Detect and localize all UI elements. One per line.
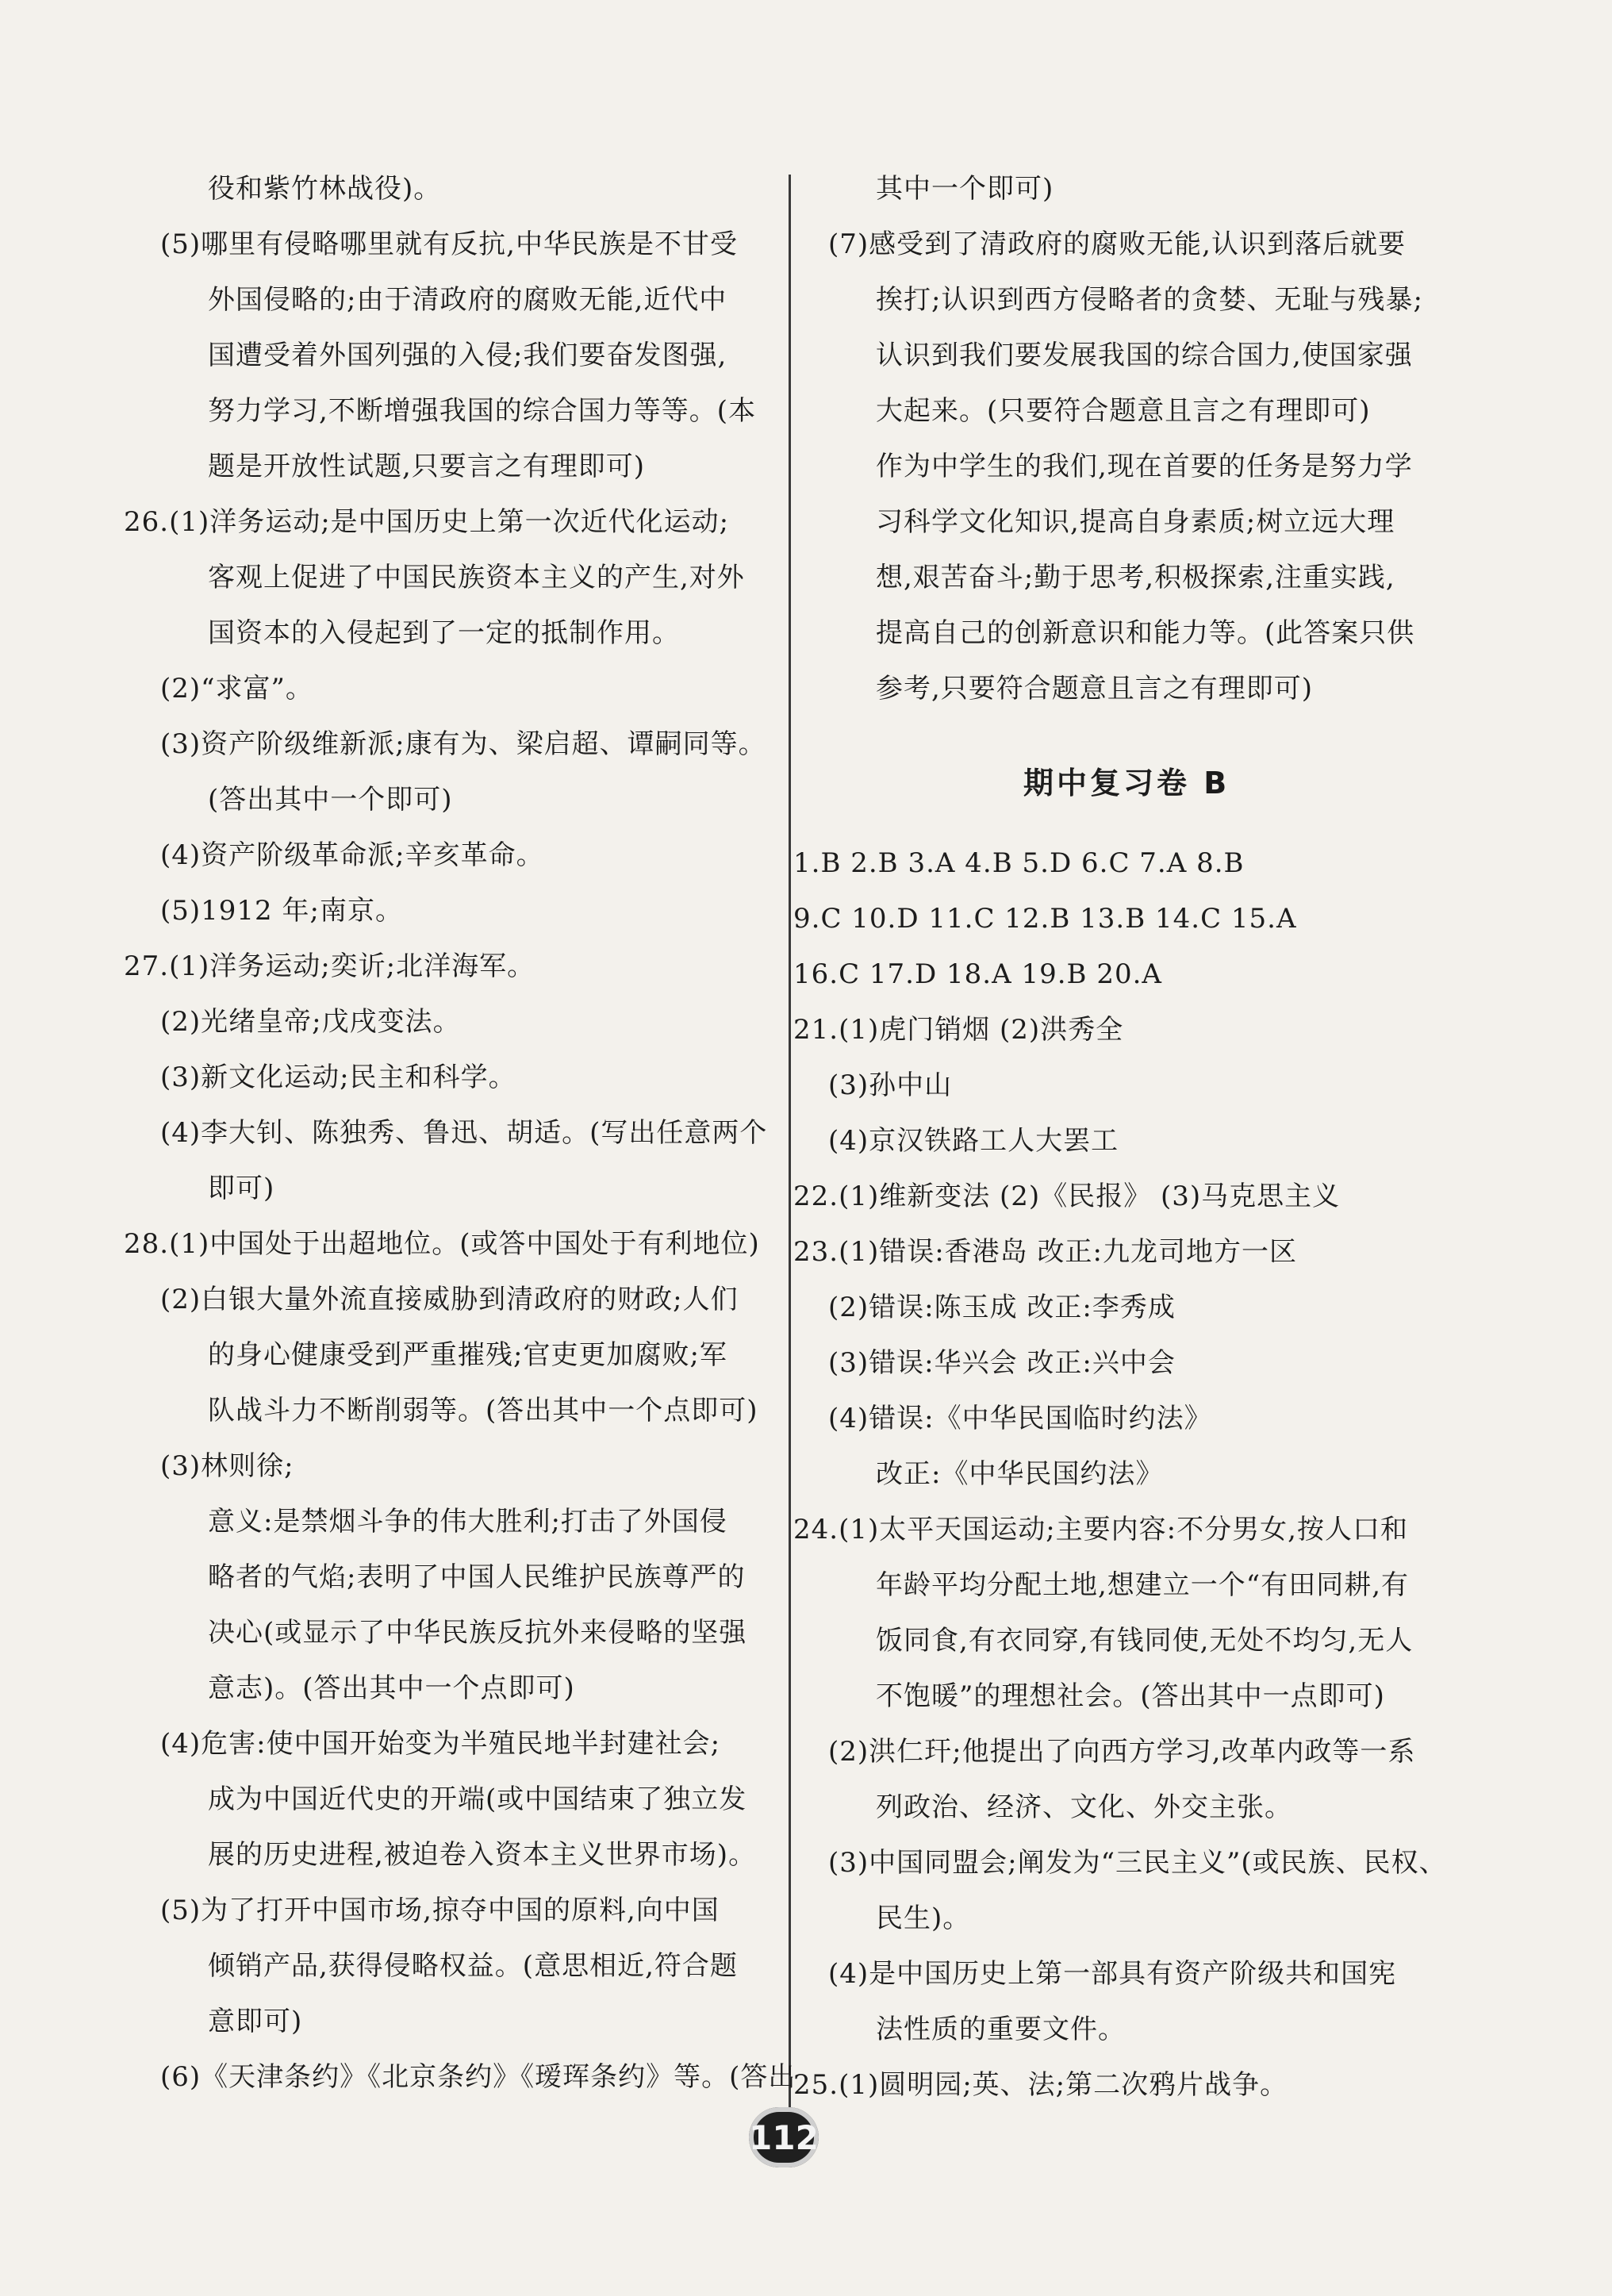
text-line: (4)危害:使中国开始变为半殖民地半封建社会; xyxy=(160,1728,721,1760)
text-line: (4)资产阶级革命派;辛亥革命。 xyxy=(160,839,544,871)
text-line: 客观上促进了中国民族资本主义的产生,对外 xyxy=(208,562,745,593)
text-line: 大起来。(只要符合题意且言之有理即可) xyxy=(876,395,1371,427)
answer-line: (3)孙中山 xyxy=(828,1069,953,1101)
text-line: 即可) xyxy=(208,1173,275,1204)
text-line: 国资本的入侵起到了一定的抵制作用。 xyxy=(208,617,680,649)
text-line: 27.(1)洋务运动;奕䜣;北洋海军。 xyxy=(124,950,535,982)
text-line: (答出其中一个即可) xyxy=(208,784,453,816)
text-line: 习科学文化知识,提高自身素质;树立远大理 xyxy=(876,506,1395,538)
page-number: 112 xyxy=(749,2117,819,2157)
text-line: 认识到我们要发展我国的综合国力,使国家强 xyxy=(876,340,1413,371)
text-line: 意志)。(答出其中一个点即可) xyxy=(208,1672,575,1704)
answer-line: 不饱暖”的理想社会。(答出其中一点即可) xyxy=(876,1680,1385,1712)
text-line: 决心(或显示了中华民族反抗外来侵略的坚强 xyxy=(208,1617,747,1649)
answer-line: 23.(1)错误:香港岛 改正:九龙司地方一区 xyxy=(793,1236,1297,1268)
answer-line: 饭同食,有衣同穿,有钱同使,无处不均匀,无人 xyxy=(876,1625,1414,1657)
text-line: 意即可) xyxy=(208,2006,303,2037)
text-line: 作为中学生的我们,现在首要的任务是努力学 xyxy=(876,451,1413,482)
text-line: (2)白银大量外流直接威胁到清政府的财政;人们 xyxy=(160,1284,739,1315)
text-line: 28.(1)中国处于出超地位。(或答中国处于有利地位) xyxy=(124,1228,760,1260)
page-number-badge xyxy=(749,2107,819,2167)
answer-line: (4)错误:《中华民国临时约法》 xyxy=(828,1403,1212,1434)
text-line: 提高自己的创新意识和能力等。(此答案只供 xyxy=(876,617,1415,649)
text-line: (2)光绪皇帝;戊戌变法。 xyxy=(160,1006,461,1038)
answer-line: 民生)。 xyxy=(876,1902,971,1934)
answer-line: (2)错误:陈玉成 改正:李秀成 xyxy=(828,1292,1176,1323)
text-line: 成为中国近代史的开端(或中国结束了独立发 xyxy=(208,1783,747,1815)
text-line: 展的历史进程,被迫卷入资本主义世界市场)。 xyxy=(208,1839,757,1871)
text-line: 想,艰苦奋斗;勤于思考,积极探索,注重实践, xyxy=(876,562,1395,593)
answer-line: 列政治、经济、文化、外交主张。 xyxy=(876,1791,1292,1823)
answer-line: 法性质的重要文件。 xyxy=(876,2014,1126,2045)
answer-line: (4)京汉铁路工人大罢工 xyxy=(828,1125,1119,1157)
text-line: 外国侵略的;由于清政府的腐败无能,近代中 xyxy=(208,284,727,316)
answer-line: 24.(1)太平天国运动;主要内容:不分男女,按人口和 xyxy=(793,1514,1408,1545)
answer-line: 改正:《中华民国约法》 xyxy=(876,1458,1164,1490)
text-line: (3)林则徐; xyxy=(160,1450,294,1482)
text-line: 意义:是禁烟斗争的伟大胜利;打击了外国侵 xyxy=(208,1506,727,1538)
answer-line: 9.C 10.D 11.C 12.B 13.B 14.C 15.A xyxy=(793,903,1297,935)
answer-line: 1.B 2.B 3.A 4.B 5.D 6.C 7.A 8.B xyxy=(793,847,1245,879)
text-line: 挨打;认识到西方侵略者的贪婪、无耻与残暴; xyxy=(876,284,1423,316)
text-line: 国遭受着外国列强的入侵;我们要奋发图强, xyxy=(208,340,727,371)
text-line: 役和紫竹林战役)。 xyxy=(208,173,442,205)
column-divider xyxy=(789,175,791,2134)
answer-line: 16.C 17.D 18.A 19.B 20.A xyxy=(793,958,1162,990)
text-line: 努力学习,不断增强我国的综合国力等等。(本 xyxy=(208,395,757,427)
text-line: (2)“求富”。 xyxy=(160,673,313,705)
answer-line: (3)中国同盟会;阐发为“三民主义”(或民族、民权、 xyxy=(828,1847,1447,1879)
text-line: 略者的气焰;表明了中国人民维护民族尊严的 xyxy=(208,1561,746,1593)
text-line: (5)哪里有侵略哪里就有反抗,中华民族是不甘受 xyxy=(160,228,738,260)
text-line: 的身心健康受到严重摧残;官吏更加腐败;军 xyxy=(208,1339,727,1371)
text-line: 题是开放性试题,只要言之有理即可) xyxy=(208,451,646,482)
answer-line: 年龄平均分配土地,想建立一个“有田同耕,有 xyxy=(876,1569,1409,1601)
text-line: 26.(1)洋务运动;是中国历史上第一次近代化运动; xyxy=(124,506,730,538)
text-line: (5)1912 年;南京。 xyxy=(160,895,403,927)
answer-line: (3)错误:华兴会 改正:兴中会 xyxy=(828,1347,1176,1379)
text-line: 其中一个即可) xyxy=(876,173,1054,205)
section-heading: 期中复习卷 B xyxy=(1023,766,1230,801)
text-line: (7)感受到了清政府的腐败无能,认识到落后就要 xyxy=(828,228,1406,260)
answer-line: 25.(1)圆明园;英、法;第二次鸦片战争。 xyxy=(793,2069,1288,2101)
answer-line: 22.(1)维新变法 (2)《民报》 (3)马克思主义 xyxy=(793,1181,1341,1212)
text-line: (5)为了打开中国市场,掠夺中国的原料,向中国 xyxy=(160,1895,720,1926)
answer-line: (2)洪仁玕;他提出了向西方学习,改革内政等一系 xyxy=(828,1736,1416,1768)
text-line: (3)新文化运动;民主和科学。 xyxy=(160,1062,516,1093)
text-line: 参考,只要符合题意且言之有理即可) xyxy=(876,673,1314,705)
text-line: 队战斗力不断削弱等。(答出其中一个点即可) xyxy=(208,1395,758,1426)
text-line: 倾销产品,获得侵略权益。(意思相近,符合题 xyxy=(208,1950,738,1982)
answer-line: (4)是中国历史上第一部具有资产阶级共和国宪 xyxy=(828,1958,1397,1990)
text-line: (4)李大钊、陈独秀、鲁迅、胡适。(写出任意两个 xyxy=(160,1117,768,1149)
text-line: (3)资产阶级维新派;康有为、梁启超、谭嗣同等。 xyxy=(160,728,766,760)
text-line: (6)《天津条约》《北京条约》《瑷珲条约》等。(答出 xyxy=(160,2061,796,2093)
answer-line: 21.(1)虎门销烟 (2)洪秀全 xyxy=(793,1014,1124,1046)
